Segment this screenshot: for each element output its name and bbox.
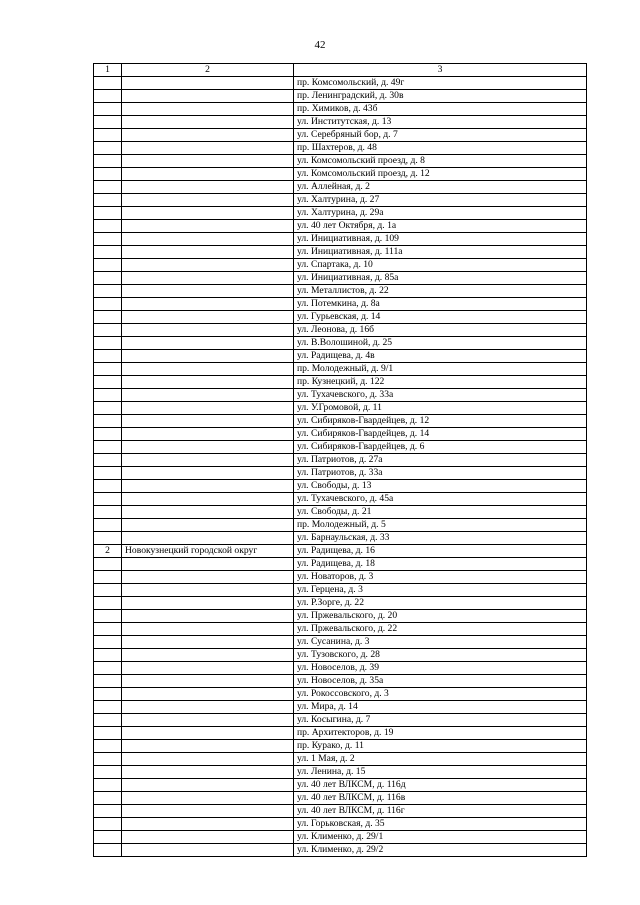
table-row	[94, 714, 587, 727]
address-cell: ул. Металлистов, д. 22	[294, 285, 587, 298]
municipality-cell	[122, 636, 294, 649]
municipality-cell	[122, 220, 294, 233]
municipality-cell	[122, 727, 294, 740]
table-row	[94, 194, 587, 207]
table-row	[94, 701, 587, 714]
table-row	[94, 298, 587, 311]
header-col-1: 1	[94, 64, 122, 77]
address-cell: пр. Ленинградский, д. 30в	[294, 90, 587, 103]
row-number-cell	[94, 506, 122, 519]
address-cell: ул. 40 лет Октября, д. 1а	[294, 220, 587, 233]
row-number-cell	[94, 168, 122, 181]
row-number-cell	[94, 311, 122, 324]
municipality-cell	[122, 324, 294, 337]
municipality-cell	[122, 428, 294, 441]
row-number-cell	[94, 363, 122, 376]
address-cell: ул. Институтская, д. 13	[294, 116, 587, 129]
municipality-cell	[122, 558, 294, 571]
table-header	[94, 64, 587, 77]
municipality-cell	[122, 168, 294, 181]
municipality-cell	[122, 493, 294, 506]
address-cell: ул. Косыгина, д. 7	[294, 714, 587, 727]
table-row	[94, 428, 587, 441]
row-number-cell	[94, 844, 122, 857]
address-cell: ул. Мира, д. 14	[294, 701, 587, 714]
address-cell: ул. 40 лет ВЛКСМ, д. 116д	[294, 779, 587, 792]
table-row	[94, 493, 587, 506]
municipality-cell	[122, 207, 294, 220]
table-row	[94, 415, 587, 428]
table-row	[94, 831, 587, 844]
address-cell: ул. У.Громовой, д. 11	[294, 402, 587, 415]
row-number-cell	[94, 324, 122, 337]
address-cell: ул. Радищева, д. 4в	[294, 350, 587, 363]
address-cell: ул. Ленина, д. 15	[294, 766, 587, 779]
address-cell: ул. Сусанина, д. 3	[294, 636, 587, 649]
municipality-cell	[122, 350, 294, 363]
table-row	[94, 116, 587, 129]
address-cell: ул. 1 Мая, д. 2	[294, 753, 587, 766]
municipality-cell	[122, 402, 294, 415]
table-row	[94, 753, 587, 766]
address-cell: пр. Молодежный, д. 5	[294, 519, 587, 532]
table-row	[94, 103, 587, 116]
row-number-cell	[94, 675, 122, 688]
table-row	[94, 662, 587, 675]
address-table	[93, 63, 587, 857]
address-cell: ул. Герцена, д. 3	[294, 584, 587, 597]
municipality-cell	[122, 818, 294, 831]
address-cell: ул. Радищева, д. 18	[294, 558, 587, 571]
table-row	[94, 805, 587, 818]
address-cell: ул. 40 лет ВЛКСМ, д. 116в	[294, 792, 587, 805]
address-cell: ул. Барнаульская, д. 33	[294, 532, 587, 545]
row-number-cell	[94, 779, 122, 792]
table-row	[94, 259, 587, 272]
table-row	[94, 792, 587, 805]
row-number-cell	[94, 207, 122, 220]
table-row	[94, 233, 587, 246]
municipality-cell	[122, 701, 294, 714]
table-row	[94, 571, 587, 584]
municipality-cell	[122, 246, 294, 259]
municipality-cell	[122, 675, 294, 688]
municipality-cell	[122, 597, 294, 610]
address-cell: ул. Инициативная, д. 85а	[294, 272, 587, 285]
row-number-cell	[94, 298, 122, 311]
row-number-cell	[94, 272, 122, 285]
row-number-cell	[94, 155, 122, 168]
municipality-cell	[122, 376, 294, 389]
table-row	[94, 376, 587, 389]
row-number-cell	[94, 402, 122, 415]
address-cell: ул. Свободы, д. 21	[294, 506, 587, 519]
row-number-cell	[94, 493, 122, 506]
municipality-cell	[122, 129, 294, 142]
table-row	[94, 402, 587, 415]
municipality-cell	[122, 532, 294, 545]
address-cell: ул. Новаторов, д. 3	[294, 571, 587, 584]
address-cell: ул. Патриотов, д. 33а	[294, 467, 587, 480]
municipality-cell	[122, 766, 294, 779]
address-cell: ул. Гурьевская, д. 14	[294, 311, 587, 324]
row-number-cell	[94, 701, 122, 714]
row-number-cell	[94, 597, 122, 610]
address-cell: ул. Инициативная, д. 111а	[294, 246, 587, 259]
address-cell: ул. Тухачевского, д. 45а	[294, 493, 587, 506]
table-row	[94, 688, 587, 701]
row-number-cell	[94, 480, 122, 493]
address-cell: ул. Новоселов, д. 39	[294, 662, 587, 675]
row-number-cell	[94, 766, 122, 779]
row-number-cell	[94, 571, 122, 584]
address-cell: ул. В.Волошиной, д. 25	[294, 337, 587, 350]
municipality-cell	[122, 792, 294, 805]
row-number-cell	[94, 753, 122, 766]
table-row	[94, 90, 587, 103]
table-row	[94, 272, 587, 285]
table-row	[94, 324, 587, 337]
table-row	[94, 337, 587, 350]
address-cell: ул. Клименко, д. 29/2	[294, 844, 587, 857]
municipality-cell	[122, 805, 294, 818]
address-cell: ул. Сибиряков-Гвардейцев, д. 12	[294, 415, 587, 428]
table-row	[94, 584, 587, 597]
municipality-cell	[122, 194, 294, 207]
row-number-cell: 2	[94, 545, 122, 558]
address-cell: ул. Патриотов, д. 27а	[294, 454, 587, 467]
row-number-cell	[94, 610, 122, 623]
address-cell: ул. Горьковская, д. 35	[294, 818, 587, 831]
address-cell: ул. Серебряный бор, д. 7	[294, 129, 587, 142]
address-cell: ул. Пржевальского, д. 20	[294, 610, 587, 623]
row-number-cell	[94, 246, 122, 259]
table-row	[94, 766, 587, 779]
table-row	[94, 675, 587, 688]
address-cell: ул. Леонова, д. 16б	[294, 324, 587, 337]
address-cell: ул. Халтурина, д. 27	[294, 194, 587, 207]
municipality-cell	[122, 571, 294, 584]
row-number-cell	[94, 441, 122, 454]
table-row	[94, 350, 587, 363]
address-cell: ул. Сибиряков-Гвардейцев, д. 14	[294, 428, 587, 441]
table-row	[94, 311, 587, 324]
address-cell: ул. Халтурина, д. 29а	[294, 207, 587, 220]
municipality-cell	[122, 272, 294, 285]
municipality-cell	[122, 610, 294, 623]
address-cell: ул. Клименко, д. 29/1	[294, 831, 587, 844]
municipality-cell	[122, 649, 294, 662]
row-number-cell	[94, 259, 122, 272]
municipality-cell: Новокузнецкий городской округ	[122, 545, 294, 558]
table-row	[94, 220, 587, 233]
row-number-cell	[94, 337, 122, 350]
table-row	[94, 519, 587, 532]
municipality-cell	[122, 389, 294, 402]
row-number-cell	[94, 584, 122, 597]
address-cell: пр. Кузнецкий, д. 122	[294, 376, 587, 389]
row-number-cell	[94, 727, 122, 740]
row-number-cell	[94, 285, 122, 298]
row-number-cell	[94, 116, 122, 129]
table-row	[94, 506, 587, 519]
row-number-cell	[94, 194, 122, 207]
table-row	[94, 779, 587, 792]
header-row	[94, 64, 587, 77]
address-cell: пр. Курако, д. 11	[294, 740, 587, 753]
municipality-cell	[122, 844, 294, 857]
municipality-cell	[122, 90, 294, 103]
address-cell: пр. Архитекторов, д. 19	[294, 727, 587, 740]
row-number-cell	[94, 103, 122, 116]
table-row	[94, 142, 587, 155]
address-cell: ул. Инициативная, д. 109	[294, 233, 587, 246]
table-row	[94, 597, 587, 610]
table-row	[94, 610, 587, 623]
address-cell: пр. Комсомольский, д. 49г	[294, 77, 587, 90]
row-number-cell	[94, 129, 122, 142]
header-col-3: 3	[294, 64, 587, 77]
municipality-cell	[122, 415, 294, 428]
row-number-cell	[94, 77, 122, 90]
table-row	[94, 77, 587, 90]
row-number-cell	[94, 454, 122, 467]
address-cell: ул. Аллейная, д. 2	[294, 181, 587, 194]
table-row	[94, 168, 587, 181]
address-cell: пр. Молодежный, д. 9/1	[294, 363, 587, 376]
table-row	[94, 207, 587, 220]
municipality-cell	[122, 441, 294, 454]
table-row	[94, 155, 587, 168]
municipality-cell	[122, 233, 294, 246]
municipality-cell	[122, 831, 294, 844]
table-row	[94, 454, 587, 467]
table-row	[94, 844, 587, 857]
table-row	[94, 727, 587, 740]
row-number-cell	[94, 233, 122, 246]
row-number-cell	[94, 467, 122, 480]
address-cell: ул. Пржевальского, д. 22	[294, 623, 587, 636]
row-number-cell	[94, 350, 122, 363]
address-cell: ул. Спартака, д. 10	[294, 259, 587, 272]
table-row	[94, 246, 587, 259]
municipality-cell	[122, 506, 294, 519]
table-row	[94, 818, 587, 831]
municipality-cell	[122, 623, 294, 636]
table-row	[94, 129, 587, 142]
table-row	[94, 467, 587, 480]
row-number-cell	[94, 662, 122, 675]
row-number-cell	[94, 740, 122, 753]
address-cell: пр. Химиков, д. 43б	[294, 103, 587, 116]
table-row	[94, 285, 587, 298]
municipality-cell	[122, 259, 294, 272]
address-cell: пр. Шахтеров, д. 48	[294, 142, 587, 155]
row-number-cell	[94, 376, 122, 389]
municipality-cell	[122, 363, 294, 376]
row-number-cell	[94, 818, 122, 831]
table-row	[94, 636, 587, 649]
row-number-cell	[94, 519, 122, 532]
address-cell: ул. Р.Зорге, д. 22	[294, 597, 587, 610]
municipality-cell	[122, 77, 294, 90]
table-row	[94, 649, 587, 662]
municipality-cell	[122, 181, 294, 194]
address-cell: ул. Потемкина, д. 8а	[294, 298, 587, 311]
row-number-cell	[94, 792, 122, 805]
address-cell: ул. Новоселов, д. 35а	[294, 675, 587, 688]
address-cell: ул. Радищева, д. 16	[294, 545, 587, 558]
municipality-cell	[122, 480, 294, 493]
municipality-cell	[122, 454, 294, 467]
row-number-cell	[94, 623, 122, 636]
municipality-cell	[122, 662, 294, 675]
address-cell: ул. Тухачевского, д. 33а	[294, 389, 587, 402]
municipality-cell	[122, 584, 294, 597]
table-row	[94, 181, 587, 194]
municipality-cell	[122, 285, 294, 298]
row-number-cell	[94, 636, 122, 649]
row-number-cell	[94, 389, 122, 402]
municipality-cell	[122, 155, 294, 168]
header-col-2: 2	[122, 64, 294, 77]
row-number-cell	[94, 142, 122, 155]
table-row	[94, 558, 587, 571]
address-cell: ул. Рокоссовского, д. 3	[294, 688, 587, 701]
municipality-cell	[122, 337, 294, 350]
row-number-cell	[94, 415, 122, 428]
municipality-cell	[122, 142, 294, 155]
municipality-cell	[122, 467, 294, 480]
municipality-cell	[122, 116, 294, 129]
row-number-cell	[94, 805, 122, 818]
table-row	[94, 441, 587, 454]
address-cell: ул. 40 лет ВЛКСМ, д. 116г	[294, 805, 587, 818]
municipality-cell	[122, 298, 294, 311]
municipality-cell	[122, 311, 294, 324]
row-number-cell	[94, 831, 122, 844]
row-number-cell	[94, 181, 122, 194]
municipality-cell	[122, 714, 294, 727]
row-number-cell	[94, 428, 122, 441]
row-number-cell	[94, 90, 122, 103]
row-number-cell	[94, 688, 122, 701]
table-row	[94, 532, 587, 545]
address-cell: ул. Свободы, д. 13	[294, 480, 587, 493]
municipality-cell	[122, 779, 294, 792]
municipality-cell	[122, 688, 294, 701]
table-row	[94, 740, 587, 753]
address-cell: ул. Комсомольский проезд, д. 12	[294, 168, 587, 181]
table-row	[94, 389, 587, 402]
row-number-cell	[94, 532, 122, 545]
municipality-cell	[122, 103, 294, 116]
municipality-cell	[122, 519, 294, 532]
municipality-cell	[122, 753, 294, 766]
address-cell: ул. Комсомольский проезд, д. 8	[294, 155, 587, 168]
table-body	[94, 77, 587, 857]
row-number-cell	[94, 220, 122, 233]
address-cell: ул. Тузовского, д. 28	[294, 649, 587, 662]
municipality-cell	[122, 740, 294, 753]
table-row	[94, 545, 587, 558]
table-row	[94, 363, 587, 376]
address-cell: ул. Сибиряков-Гвардейцев, д. 6	[294, 441, 587, 454]
row-number-cell	[94, 558, 122, 571]
table-row	[94, 480, 587, 493]
table-row	[94, 623, 587, 636]
page-number: 42	[314, 39, 326, 51]
row-number-cell	[94, 714, 122, 727]
row-number-cell	[94, 649, 122, 662]
